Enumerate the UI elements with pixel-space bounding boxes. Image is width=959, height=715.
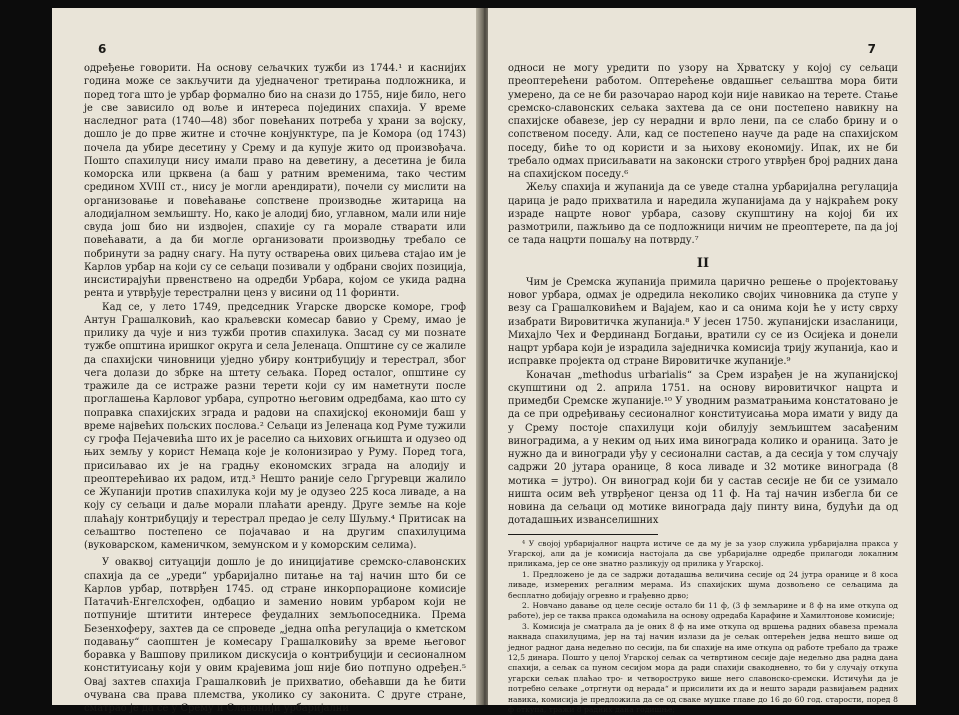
paragraph: односи не могу уредити по узору на Хрватску у којој су сељаци преоптерећени работом. Оптерећење овдашњег сељаштва мора бити умерено, да се не би разочарао народ који није навикао на терете. Стање сремско-славонских сељака захтева да се они постепено навикну на спахијске обавезе, јер су нерадни и врло лени, па се слабо брину и о сопственом поседу. Али, кад се постепено науче да раде на спахијском поседу, биће то од користи и за њихову економију. Ипак, их не би требало одмах присиљавати на законски строго утврђен број радних дана на спахијском поседу.⁶ bbox=[508, 62, 898, 181]
footnote: 1. Предложено је да се задржи дотадашња величина сесије од 24 јутра оранице и 8 коса ливаде, измерених регалним мерама. Из спахијских шума дозвољено се сељацима да бесплатно добијају огревно и грађевно дрво; bbox=[508, 570, 898, 601]
footnote: 3. Комисија је сматрала да је оних 8 ф на име откупа од вршења радних обавеза премала накнада спахилуцима, јер на тај начин излази да је сељак оптерећен једва нешто више од једног радног дана недељно по сесији, па би спахије на име откупа од работе требало да траже 12,5 динара. Пошто у целој Угарској сељак са четвртином сесије даје недељно два радна дана спахији, а сељак са пуном сесијом мора да ради спахији свакодневно, то би у случају откупа угарски сељак плаћао тро- и четвороструко више него славонско-сремски. Истичући да је потребно сељаке „отргнути од нерада“ и присилити их да и нешто заради развијањем радних навика, комисија је предложила да се од свакe мушке главе до 16 до 60 год. старости, поред 8 ф откупа, тражи 8 радних дана годишње; bbox=[508, 622, 898, 715]
right-page bbox=[488, 8, 916, 705]
paragraph: Коначан „methodus urbarialis“ за Срем израђен је на жупанијској скупштини од 2. априла 1751. на основу вировитичког нацрта и примедби Сремске жупаније.¹⁰ У уводним разматрањима констатовано је да се при одређивању сесионалног конституисања мора имати у виду да у Срему постоје спахилуци који обилују земљиштем засађеним виноградима, а у неким од њих има винограда колико и ораница. Зато је нужно да и виногради уђу у сесионални састав, а да сесија у том случају садржи 20 јутара оранице, 8 коса ливаде и 32 мотике винограда (8 мотика = јутро). Он виноград који би у састав сесије не би се узимало ништа осим већ утврђеног ценза од 11 ф. На тај начин избегла би се новина да сељаци од мотике винограда дају пинту вина, будући да од дотадашњих изванселишних bbox=[508, 369, 898, 528]
footnote: 2. Новчано давање од целе сесије остало би 11 ф, (3 ф земљарине и 8 ф на име откупа од работе), јер се таква пракса одомаћила на основу одредаба Карафине и Хамилтонове комисије; bbox=[508, 601, 898, 622]
section-heading: II bbox=[508, 257, 898, 270]
left-body-text bbox=[84, 62, 466, 715]
footnote: ⁴ У својој урбаријалног нацрта истиче се да му је за узор служила урбаријална пракса у Угарској, али да је комисија настојала да све урбаријалне одредбе прилагоди локалним приликама, јер се оне знатно разликују од прилика у Угарској. bbox=[508, 539, 898, 570]
page-number: 6 bbox=[98, 42, 106, 56]
paragraph: У оваквој ситуацији дошло је до иницијативе сремско-славонских спахија да се „уреди“ урбаријално питање на тај начин што би се Карлов урбар, потврђен 1745. од стране инкорпорационе комисије Патачић-Енгелсхофен, одбацио и заменио новим урбаром који не потпуније штитити интересе феудалних земљопоседника. Према Безенхоферу, захтев да се спроведе „једна опћа регулација о кметском подавању“ саопштен је комесару Грашалковићу за време његовог боравка у Вашпову приликом дискусија о контрибуцији и сесионалном конституисању који у овим крајевима још није био потпуно одређен.⁵ Овај захтев спахија Грашалковић је прихватио, обећавши да ће бити очувана сва права племства, уколико су законита. С друге стране, сматрао је да се у Срему и Славонији урбаријални bbox=[84, 556, 466, 715]
paragraph: Жељу спахија и жупанија да се уведе стална урбаријална регулација царица је радо прихватила и наредила жупанијама да у најкраћем року израде нацрте новог урбара, сазову скупштину на којој би их размотрили, пажљиво да се подложници ничим не преоптерете, па да јој се тада нацрти пошаљу на потврду.⁷ bbox=[508, 181, 898, 247]
paragraph: одређење говорити. На основу сељачких тужби из 1744.¹ и каснијих година може се закључити да уједначеног третирања подложника, и поред тога што је урбар формално био на снази до 1755, није било, него је све зависило од воље и интереса појединих спахија. У време наследног рата (1740—48) због повећаних потреба у храни за војску, дошло је до прве житне и сточне конјунктуре, па је Комора (од 1743) почела да убире десетину у Срему и да купује жито од произвођача. Пошто спахилуци нису имали право на деветину, а десетина је била коморска или црквена (а баш у ратним временима, тако честим средином XVIII ст., нису је могли арендирати), почели су мислити на организовање и повећавање сопствене производње житарица на алодијалном земљишту. Но, како је алодиј био, углавном, мали или није свуда још био ни издвојен, спахије су га морале стварати или повећавати, а да би могле организовати производњу требало се побринути за радну снагу. На путу остварења ових циљева стајао им је Карлов урбар на који су се сељаци позивали у одбрани својих позиција, инсистирајући првенствено на одредби Урбара, којом се укида радна рента и утврђује терестрални ценз у висини од 11 форинти. bbox=[84, 62, 466, 301]
paragraph: Кад се, у лето 1749, председник Угарске дворске коморе, гроф Антун Грашалковић, као краљевски комесар бавио у Срему, имао је прилику да чује и низ тужби против спахилука. Засад су ми познате тужбе општина иришког округа и села Јеленаца. Општине су се жалиле да спахијски чиновници уједно убиру контрибуцију и терестрал, због чега долази до збрке на штету сељака. Поред осталог, општине су тражиле да се истраже разни терети који су им наметнути после проглашења Карловог урбара, супротно његовим одредбама, као што су поправка спахијских зграда и радови на спахијској економији баш у време највећих пољских послова.² Сељаци из Јеленаца код Руме тужили су грофа Пејачевића што их је раселио са њихових огњишта и одузео од њих земљу у корист Немаца које је колонизирао у Руму. Поред тога, присиљавао их је на градњу економских зграда на алодију и преоптерећивао их радом, итд.³ Нешто раније село Гргуревци жалило се Жупанији против спахилука који му је одузео 225 коса ливаде, а на коју су сељаци и даље морали плаћати аренду. Друге земље на које плаћају контрибуцију и терестрал предао је селу Шуљму.⁴ Притисак на сељаштво постепено се појачавао и на другим спахилуцима (вуковарском, каменичком, земунском и у коморским селима). bbox=[84, 301, 466, 553]
footnote-rule bbox=[508, 534, 658, 535]
left-page bbox=[52, 8, 480, 705]
footnotes bbox=[508, 539, 898, 715]
page-number: 7 bbox=[868, 42, 876, 56]
paragraph: Чим је Сремска жупанија примила царично решење о пројектовању новог урбара, одмах је одредила неколико својих чиновника да ступе у везу са Грашалковићем и Вајаjем, као и са онима који ће у исту сврху изабрати Вировитичка жупанија.⁸ У јесен 1750. жупанијски изасланици, Михајло Чех и Фердинанд Богдањи, вратили су се из Осијека и донели нацрт урбара који је израдила заједничка комисија трију жупанија, као и исправке пројекта од стране Вировитичке жупаније.⁹ bbox=[508, 276, 898, 369]
right-body-text bbox=[508, 62, 898, 715]
